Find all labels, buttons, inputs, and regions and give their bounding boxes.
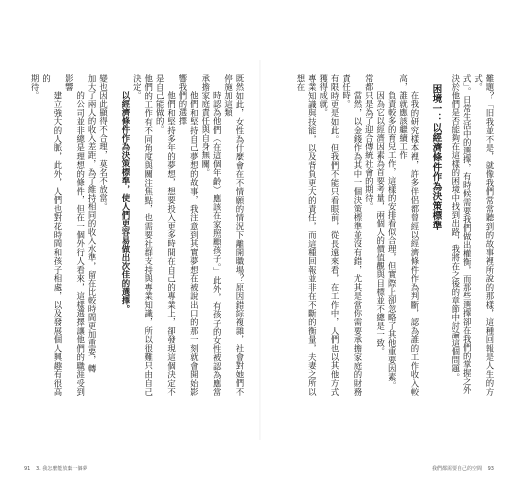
right-paragraph-3: 決於他們是否能夠在這樣的困境中找到出路，我將在之後的章節中討論這個問題。 bbox=[450, 74, 461, 382]
left-paragraph-7: 加大了兩人的收入差距，為了維持相同的收入水準，留在比較時間更加重要，轉 bbox=[87, 74, 98, 373]
section-heading: 困境一：以經濟條件作為決策標準 bbox=[430, 84, 442, 231]
left-paragraph-2: 時認為他們（在這個年齡）應該在家照顧孩子。」此外，有孩子的女性被認為應當承擔家庭責任與自身無關。 bbox=[200, 74, 223, 396]
left-bold-statement: 以經濟條件作為決策標準，使人們更容易做出次佳的選擇。 bbox=[120, 90, 131, 313]
left-paragraph-6: 變也因此顯得不合理，莫名不放當。 bbox=[98, 74, 109, 211]
left-paragraph-9: 建立強大的人脈，此外，人們也對花時間和孩子相處，以及發展個人興趣有很高的 bbox=[41, 74, 63, 396]
left-page-number: 91 bbox=[24, 466, 31, 472]
right-running-head: 我們都需要自己的空間 bbox=[432, 466, 483, 472]
right-paragraph-6: 因為它以經濟因素為首要考量，兩個人的價值觀與目標並不總是一致。 bbox=[375, 90, 386, 356]
right-paragraph-5: 負責較多的育兒工作，這樣的安排看似合理，但實際上卻忽略了其他重要因素。 bbox=[387, 90, 398, 390]
left-paragraph-8: 的公司並非總是理想的條件，但在一個外行人看來，這樣選擇讓他們的職涯受到影響 bbox=[64, 74, 86, 396]
right-paragraph-7: 常都只是為了迎合傳統社會的期待。 bbox=[364, 74, 375, 211]
right-paragraph-2: 式」。日常生活中的選擇，有時候需要我們做出權衡，而那些選擇卻在我們的掌握之外 bbox=[462, 74, 473, 395]
left-paragraph-3: 他們和堅持自己夢想的故事，我注意到其實夢想在被說出口的那一刻就會開始影響我們的選擇 bbox=[177, 74, 200, 396]
right-paragraph-8: 當然，以金錢作為其中一個決策標準並沒有錯，尤其是當你需要承擔家庭的財務責任時。 bbox=[341, 74, 363, 396]
left-paragraph-1: 既然如此，女性為什麼會在不情願的情況下離開職場？原因錯綜複雜，社會對她們不停施加這類 bbox=[223, 74, 245, 396]
book-gutter bbox=[259, 60, 261, 440]
right-paragraph-10: 專業知識與技能，以及背負更大的責任，而這種回報並非在不斷的衡量，夫妻之所以想在 bbox=[295, 74, 318, 396]
right-page-footer bbox=[432, 465, 498, 472]
left-page-footer bbox=[20, 465, 87, 472]
right-paragraph-1: 難題？「旧我並不是，就像我們常常聽到的故事裡所說的那樣，這種回報是人生的方式。 bbox=[473, 74, 495, 396]
left-paragraph-4: 他們和堅持多年的夢想，想要投入更多時間在自己的專業上，卻發現這個決定不是自己能做的。 bbox=[155, 74, 177, 396]
right-paragraph-4: 在我的研究樣本裡，許多伴侶都曾經以經濟條件作為判斷，認為誰的工作收入較高，誰就應該繼續工作 bbox=[398, 74, 420, 396]
right-paragraph-9: 有限時更是如此。但我們不能只看眼前，從長遠來看，在工作中，人們也以其他方式獲得成就。 bbox=[318, 74, 341, 396]
left-paragraph-10: 期待。 bbox=[30, 74, 41, 100]
left-page-text bbox=[20, 74, 245, 396]
left-running-head: 3. 我怎麼能放棄一個夢 bbox=[35, 466, 88, 472]
right-page-text bbox=[277, 74, 495, 396]
right-page-number: 93 bbox=[487, 466, 494, 472]
left-paragraph-5: 他們的工作有不同角度與關注焦點，也需要社群支持與專業知識，所以很難只由自己決定。 bbox=[132, 74, 154, 396]
